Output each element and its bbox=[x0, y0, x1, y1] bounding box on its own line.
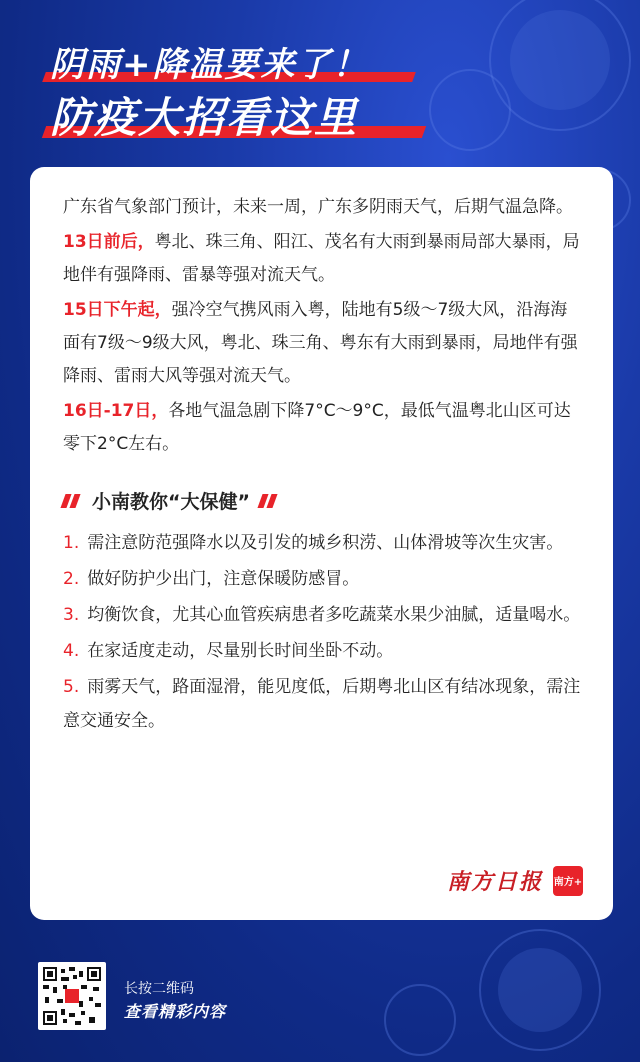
forecast-item bbox=[63, 294, 583, 393]
tip-item: 3. 均衡饮食，尤其心血管疾病患者多吃蔬菜水果少油腻，适量喝水。 bbox=[63, 605, 581, 625]
forecast-date: 13日前后， bbox=[63, 232, 155, 252]
tip-item: 4. 在家适度走动，尽量别长时间坐卧不动。 bbox=[63, 641, 394, 661]
forecast-date: 16日-17日， bbox=[63, 401, 169, 421]
forecast-text: 强冷空气携风雨入粤，陆地有5级～7级大风，沿海海面有7级～9级大风，粤北、珠三角、粤东有大雨到暴雨，局地伴有强降雨、雷雨大风等强对流天气。 bbox=[63, 300, 578, 386]
headline-line-2: 防疫大招看这里 bbox=[50, 90, 358, 146]
tip-item: 5. 雨雾天气，路面湿滑，能见度低，后期粤北山区有结冰现象，需注意交通安全。 bbox=[63, 677, 581, 731]
footer-hint: 长按二维码 bbox=[124, 981, 194, 997]
qr-code-icon[interactable] bbox=[38, 962, 106, 1030]
tip-item: 1. 需注意防范强降水以及引发的城乡积涝、山体滑坡等次生灾害。 bbox=[63, 533, 564, 553]
forecast-item bbox=[63, 395, 583, 461]
brand-badge-icon: 南方+ bbox=[553, 866, 583, 896]
quote-mark-icon bbox=[63, 494, 78, 508]
forecast-item bbox=[63, 226, 583, 292]
brand-logo bbox=[447, 865, 583, 896]
intro-paragraph: 广东省气象部门预计，未来一周，广东多阴雨天气，后期气温急降。 bbox=[63, 197, 573, 217]
headline-line-1: 阴雨+降温要来了！ bbox=[50, 42, 369, 88]
section-title: 小南教你“大保健” bbox=[63, 487, 583, 514]
brand-name: 南方日报 bbox=[446, 869, 543, 895]
content-card bbox=[30, 167, 613, 920]
forecast-text: 各地气温急剧下降7°C～9°C，最低气温粤北山区可达零下2°C左右。 bbox=[63, 401, 571, 454]
tip-item: 2. 做好防护少出门，注意保暖防感冒。 bbox=[63, 569, 360, 589]
headline bbox=[50, 42, 369, 146]
footer bbox=[38, 962, 226, 1030]
forecast-text: 粤北、珠三角、阳江、茂名有大雨到暴雨局部大暴雨，局地伴有强降雨、雷暴等强对流天气。 bbox=[63, 232, 580, 285]
forecast-date: 15日下午起， bbox=[63, 300, 172, 320]
quote-mark-icon bbox=[260, 494, 275, 508]
footer-cta: 查看精彩内容 bbox=[124, 1002, 227, 1021]
